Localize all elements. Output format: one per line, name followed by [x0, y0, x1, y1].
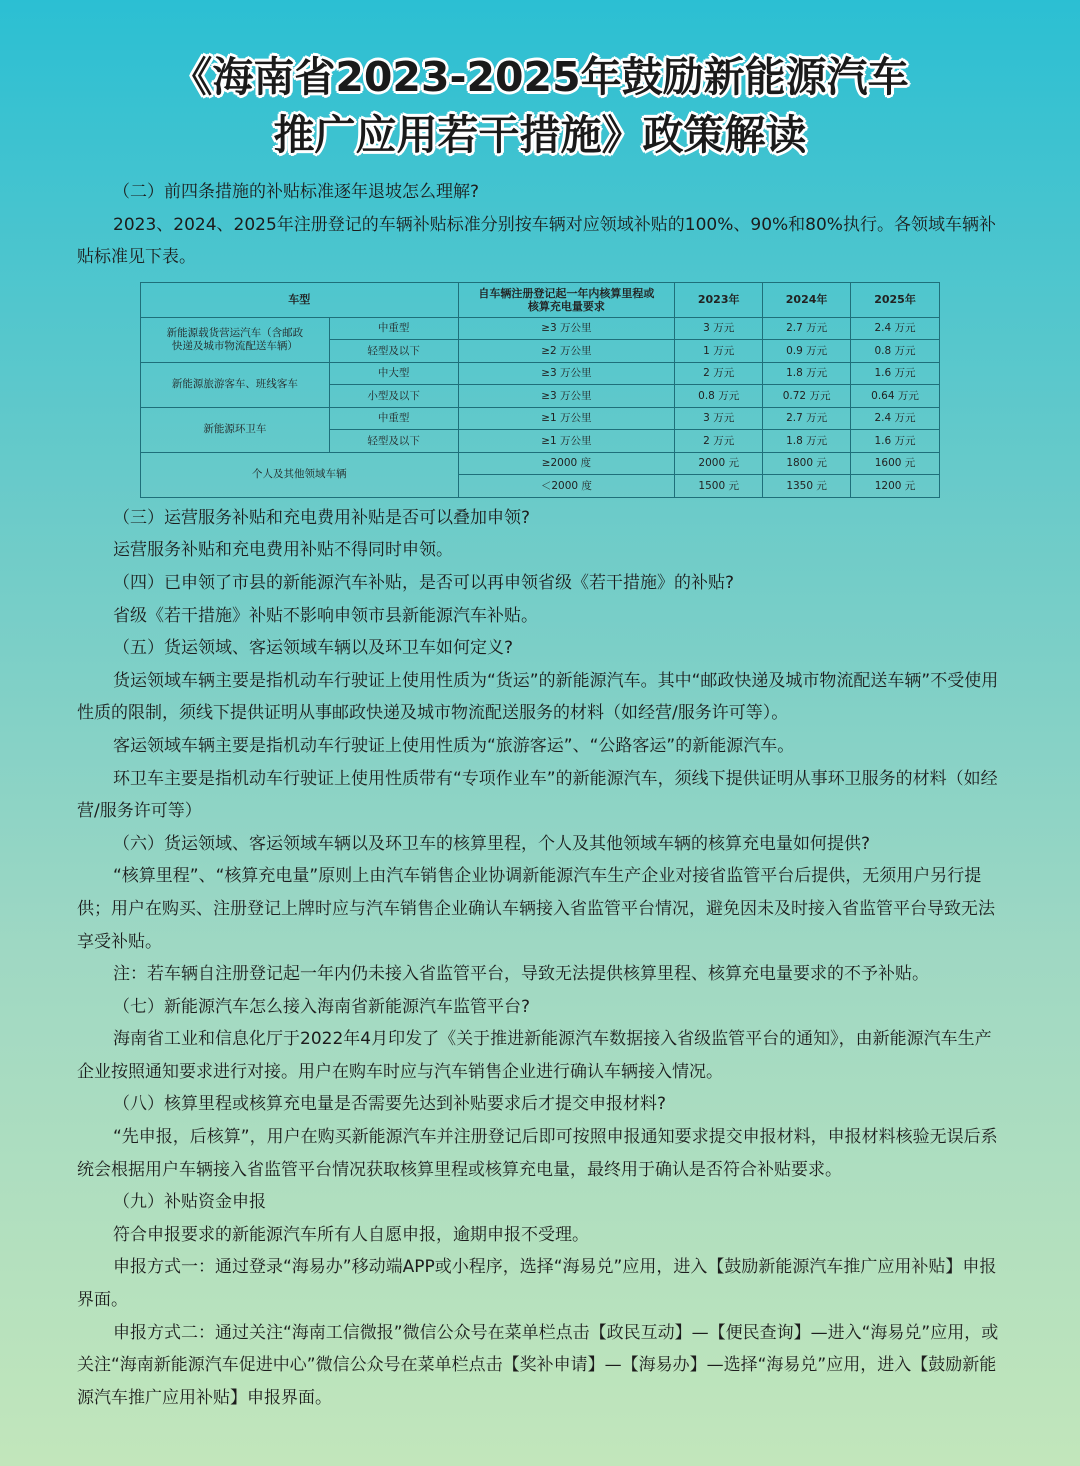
subtype-cell: 轻型及以下 [329, 430, 458, 453]
answer-2: 2023、2024、2025年注册登记的车辆补贴标准分别按车辆对应领域补贴的100%、90%和80%执行。各领域车辆补贴标准见下表。 [77, 214, 996, 268]
answer-5-passenger: 客运领域车辆主要是指机动车行驶证上使用性质为“旅游客运”、“公路客运”的新能源汽车。 [113, 735, 795, 756]
table-row [141, 362, 940, 385]
subtype-cell: 中重型 [329, 407, 458, 430]
category-cell: 新能源环卫车 [141, 407, 330, 452]
requirement-cell: ＜2000 度 [458, 475, 675, 498]
value-2024-cell: 2.7 万元 [763, 317, 851, 340]
value-2025-cell: 1.6 万元 [851, 362, 940, 385]
answer-4: 省级《若干措施》补贴不影响申领市县新能源汽车补贴。 [113, 605, 538, 626]
requirement-cell: ≥3 万公里 [458, 385, 675, 408]
value-2025-cell: 1.6 万元 [851, 430, 940, 453]
header-2025: 2025年 [851, 282, 940, 317]
category-cell: 新能源载货营运汽车（含邮政 快递及城市物流配送车辆） [141, 317, 330, 362]
requirement-cell: ≥2000 度 [458, 452, 675, 475]
question-8: （八）核算里程或核算充电量是否需要先达到补贴要求后才提交申报材料? [113, 1094, 667, 1115]
subsidy-table [140, 282, 940, 498]
value-2023-cell: 3 万元 [675, 317, 763, 340]
question-2: （二）前四条措施的补贴标准逐年退坡怎么理解? [113, 182, 480, 202]
answer-9-method-1: 申报方式一：通过登录“海易办”移动端APP或小程序，选择“海易兑”应用，进入【鼓励新能源汽车推广应用补贴】申报界面。 [77, 1257, 997, 1311]
answer-5-sanitation: 环卫车主要是指机动车行驶证上使用性质带有“专项作业车”的新能源汽车，须线下提供证明从事环卫服务的材料（如经营/服务许可等） [77, 768, 998, 822]
value-2023-cell: 3 万元 [675, 407, 763, 430]
table-row [141, 407, 940, 430]
page-title [0, 48, 1080, 164]
subtype-cell: 中大型 [329, 362, 458, 385]
requirement-cell: ≥1 万公里 [458, 407, 675, 430]
value-2023-cell: 2000 元 [675, 452, 763, 475]
value-2023-cell: 2 万元 [675, 362, 763, 385]
subtype-cell: 中重型 [329, 317, 458, 340]
value-2024-cell: 0.9 万元 [763, 340, 851, 363]
value-2024-cell: 1.8 万元 [763, 430, 851, 453]
answer-9-method-2: 申报方式二：通过关注“海南工信微报”微信公众号在菜单栏点击【政民互动】—【便民查询】—进入“海易兑”应用，或关注“海南新能源汽车促进中心”微信公众号在菜单栏点击【奖补申请】—【海易办】—选择“海易兑”应用，进入【鼓励新能源汽车推广应用补贴】申报界面。 [77, 1322, 999, 1408]
subsidy-table-container [140, 282, 940, 498]
answer-3: 运营服务补贴和充电费用补贴不得同时申领。 [113, 540, 453, 561]
value-2024-cell: 1350 元 [763, 475, 851, 498]
question-3: （三）运营服务补贴和充电费用补贴是否可以叠加申领? [113, 507, 531, 528]
answer-6: “核算里程”、“核算充电量”原则上由汽车销售企业协调新能源汽车生产企业对接省监管平台后提供，无须用户另行提供；用户在购买、注册登记上牌时应与汽车销售企业确认车辆接入省监管平台情况，避免因未及时接入省监管平台导致无法享受补贴。 [77, 866, 995, 952]
answer-9-eligibility: 符合申报要求的新能源汽车所有人自愿申报，逾期申报不受理。 [113, 1224, 589, 1245]
question-5: （五）货运领域、客运领域车辆以及环卫车如何定义? [113, 638, 514, 659]
title-line-2: 推广应用若干措施》政策解读 [273, 111, 807, 159]
title-line-1: 《海南省2023-2025年鼓励新能源汽车 [171, 53, 909, 101]
table-row [141, 317, 940, 340]
article-body [77, 176, 1003, 1414]
question-9: （九）补贴资金申报 [113, 1192, 266, 1213]
subtype-cell: 轻型及以下 [329, 340, 458, 363]
category-cell: 新能源旅游客车、班线客车 [141, 362, 330, 407]
answer-5-freight: 货运领域车辆主要是指机动车行驶证上使用性质为“货运”的新能源汽车。其中“邮政快递及城市物流配送车辆”不受使用性质的限制，须线下提供证明从事邮政快递及城市物流配送服务的材料（如经营/服务许可等）。 [77, 670, 999, 724]
value-2025-cell: 1600 元 [851, 452, 940, 475]
requirement-cell: ≥3 万公里 [458, 362, 675, 385]
value-2024-cell: 2.7 万元 [763, 407, 851, 430]
header-2024: 2024年 [763, 282, 851, 317]
value-2025-cell: 0.8 万元 [851, 340, 940, 363]
answer-7: 海南省工业和信息化厅于2022年4月印发了《关于推进新能源汽车数据接入省级监管平台的通知》，由新能源汽车生产企业按照通知要求进行对接。用户在购车时应与汽车销售企业进行确认车辆接入情况。 [77, 1029, 992, 1082]
value-2025-cell: 2.4 万元 [851, 407, 940, 430]
header-2023: 2023年 [675, 282, 763, 317]
requirement-cell: ≥2 万公里 [458, 340, 675, 363]
table-header-row [141, 282, 940, 317]
header-vehicle-type: 车型 [141, 282, 459, 317]
header-requirement: 自车辆注册登记起一年内核算里程或 核算充电量要求 [458, 282, 675, 317]
question-4: （四）已申领了市县的新能源汽车补贴，是否可以再申领省级《若干措施》的补贴? [113, 572, 735, 593]
value-2025-cell: 0.64 万元 [851, 385, 940, 408]
value-2023-cell: 0.8 万元 [675, 385, 763, 408]
category-cell: 个人及其他领域车辆 [141, 452, 459, 497]
question-6: （六）货运领域、客运领域车辆以及环卫车的核算里程，个人及其他领域车辆的核算充电量如何提供? [113, 833, 871, 854]
subtype-cell: 小型及以下 [329, 385, 458, 408]
value-2025-cell: 1200 元 [851, 475, 940, 498]
requirement-cell: ≥3 万公里 [458, 317, 675, 340]
value-2023-cell: 1 万元 [675, 340, 763, 363]
value-2024-cell: 1800 元 [763, 452, 851, 475]
value-2024-cell: 0.72 万元 [763, 385, 851, 408]
question-7: （七）新能源汽车怎么接入海南省新能源汽车监管平台? [113, 996, 531, 1017]
answer-6-note: 注：若车辆自注册登记起一年内仍未接入省监管平台，导致无法提供核算里程、核算充电量要求的不予补贴。 [113, 964, 929, 985]
requirement-cell: ≥1 万公里 [458, 430, 675, 453]
table-row [141, 452, 940, 475]
value-2023-cell: 1500 元 [675, 475, 763, 498]
answer-8: “先申报，后核算”，用户在购买新能源汽车并注册登记后即可按照申报通知要求提交申报材料，申报材料核验无误后系统会根据用户车辆接入省监管平台情况获取核算里程或核算充电量，最终用于确认是否符合补贴要求。 [77, 1127, 998, 1180]
value-2025-cell: 2.4 万元 [851, 317, 940, 340]
value-2023-cell: 2 万元 [675, 430, 763, 453]
value-2024-cell: 1.8 万元 [763, 362, 851, 385]
